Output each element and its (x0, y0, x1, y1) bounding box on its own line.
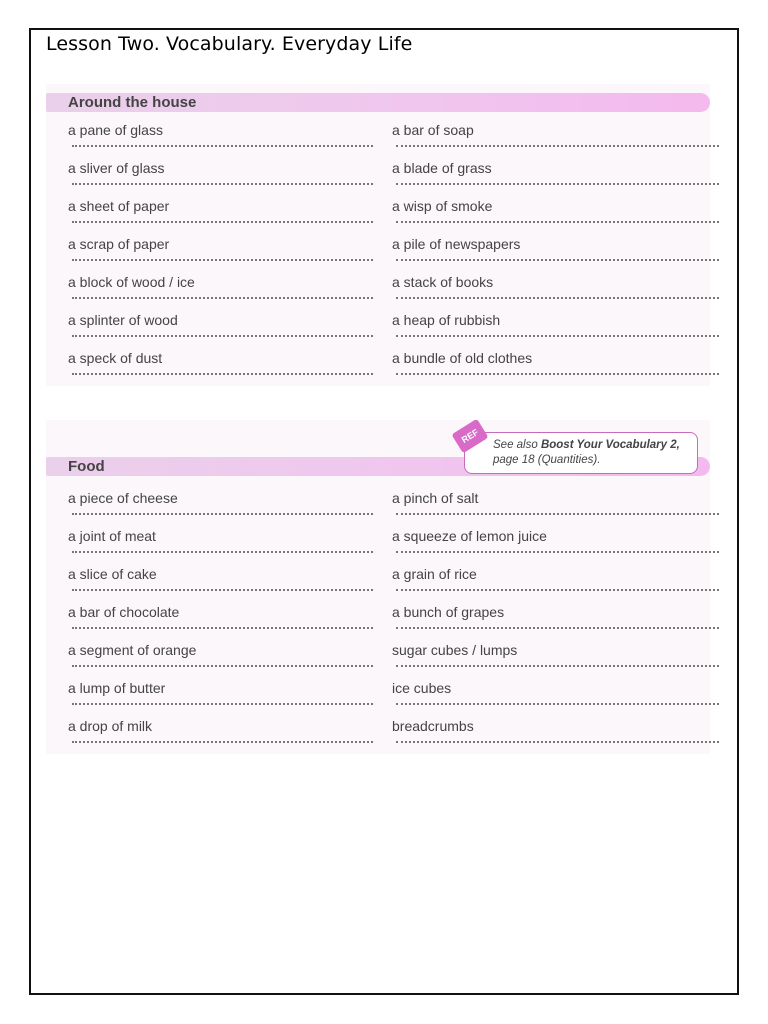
vocab-phrase: a heap of rubbish (392, 312, 501, 328)
vocab-row (46, 236, 710, 274)
vocab-item (392, 566, 697, 604)
vocab-item (68, 198, 373, 236)
vocab-item (392, 160, 697, 198)
answer-line[interactable] (72, 145, 373, 147)
vocab-row (46, 122, 710, 160)
vocab-phrase: a blade of grass (392, 160, 492, 176)
vocab-phrase: a pinch of salt (392, 490, 479, 506)
answer-line[interactable] (396, 145, 719, 147)
answer-line[interactable] (72, 183, 373, 185)
vocab-item (68, 236, 373, 274)
vocab-row (46, 312, 710, 350)
answer-line[interactable] (396, 183, 719, 185)
vocab-phrase: a piece of cheese (68, 490, 178, 506)
vocab-phrase: a bunch of grapes (392, 604, 505, 620)
vocab-phrase: a stack of books (392, 274, 494, 290)
vocab-row (46, 528, 710, 566)
vocab-row (46, 680, 710, 718)
section-heading: Food (68, 458, 105, 475)
vocab-row (46, 160, 710, 198)
vocab-phrase: a sliver of glass (68, 160, 165, 176)
vocab-row (46, 718, 710, 756)
vocab-phrase: sugar cubes / lumps (392, 642, 518, 658)
answer-line[interactable] (72, 703, 373, 705)
answer-line[interactable] (72, 627, 373, 629)
vocab-row (46, 198, 710, 236)
vocab-item (392, 122, 697, 160)
vocab-item (68, 604, 373, 642)
answer-line[interactable] (72, 335, 373, 337)
vocab-phrase: a drop of milk (68, 718, 153, 734)
ref-text (493, 438, 693, 468)
vocab-phrase: a pane of glass (68, 122, 163, 138)
answer-line[interactable] (396, 589, 719, 591)
section-header-bar (46, 93, 710, 112)
vocab-phrase: a scrap of paper (68, 236, 170, 252)
answer-line[interactable] (396, 335, 719, 337)
answer-line[interactable] (396, 551, 719, 553)
answer-line[interactable] (72, 259, 373, 261)
vocab-item (392, 236, 697, 274)
section-around-the-house (46, 84, 710, 386)
vocab-phrase: a joint of meat (68, 528, 156, 544)
vocab-item (392, 312, 697, 350)
vocab-item (392, 274, 697, 312)
answer-line[interactable] (72, 665, 373, 667)
vocab-item (68, 680, 373, 718)
section-heading: Around the house (68, 94, 197, 111)
ref-page: page 18 (Quantities). (493, 454, 601, 466)
vocab-phrase: breadcrumbs (392, 718, 474, 734)
vocab-item (392, 198, 697, 236)
vocab-phrase: a splinter of wood (68, 312, 178, 328)
vocab-row (46, 274, 710, 312)
vocab-phrase: a grain of rice (392, 566, 477, 582)
vocab-item (392, 604, 697, 642)
vocab-row (46, 350, 710, 388)
vocab-phrase: a segment of orange (68, 642, 197, 658)
vocab-item (68, 312, 373, 350)
vocab-item (392, 490, 697, 528)
answer-line[interactable] (72, 373, 373, 375)
vocab-phrase: a speck of dust (68, 350, 163, 366)
vocab-item (68, 122, 373, 160)
ref-prefix: See also (493, 439, 541, 451)
answer-line[interactable] (396, 627, 719, 629)
vocab-item (392, 350, 697, 388)
answer-line[interactable] (396, 297, 719, 299)
vocab-phrase: a bundle of old clothes (392, 350, 533, 366)
vocab-item (392, 528, 697, 566)
vocab-row (46, 604, 710, 642)
vocab-row (46, 490, 710, 528)
answer-line[interactable] (396, 741, 719, 743)
vocab-phrase: a block of wood / ice (68, 274, 195, 290)
vocab-item (68, 490, 373, 528)
ref-book: Boost Your Vocabulary 2, (540, 439, 680, 451)
answer-line[interactable] (396, 703, 719, 705)
page-title: Lesson Two. Vocabulary. Everyday Life (46, 33, 413, 55)
answer-line[interactable] (396, 513, 719, 515)
answer-line[interactable] (396, 665, 719, 667)
vocab-item (68, 274, 373, 312)
answer-line[interactable] (72, 297, 373, 299)
vocab-phrase: ice cubes (392, 680, 452, 696)
vocab-item (68, 528, 373, 566)
vocab-phrase: a slice of cake (68, 566, 157, 582)
vocab-item (392, 680, 697, 718)
ref-callout (459, 426, 698, 474)
answer-line[interactable] (72, 741, 373, 743)
vocab-phrase: a sheet of paper (68, 198, 170, 214)
answer-line[interactable] (396, 221, 719, 223)
vocab-phrase: a wisp of smoke (392, 198, 493, 214)
answer-line[interactable] (396, 259, 719, 261)
answer-line[interactable] (72, 589, 373, 591)
answer-line[interactable] (72, 551, 373, 553)
vocab-item (68, 350, 373, 388)
vocab-item (68, 160, 373, 198)
vocab-item (392, 718, 697, 756)
answer-line[interactable] (396, 373, 719, 375)
answer-line[interactable] (72, 221, 373, 223)
vocab-phrase: a pile of newspapers (392, 236, 521, 252)
vocab-row (46, 566, 710, 604)
vocab-item (68, 566, 373, 604)
vocab-item (68, 642, 373, 680)
vocab-item (392, 642, 697, 680)
ref-tag-icon: REF (451, 419, 488, 454)
vocab-phrase: a bar of soap (392, 122, 474, 138)
vocab-phrase: a squeeze of lemon juice (392, 528, 547, 544)
vocab-row (46, 642, 710, 680)
vocab-phrase: a bar of chocolate (68, 604, 180, 620)
vocab-item (68, 718, 373, 756)
answer-line[interactable] (72, 513, 373, 515)
vocab-phrase: a lump of butter (68, 680, 166, 696)
